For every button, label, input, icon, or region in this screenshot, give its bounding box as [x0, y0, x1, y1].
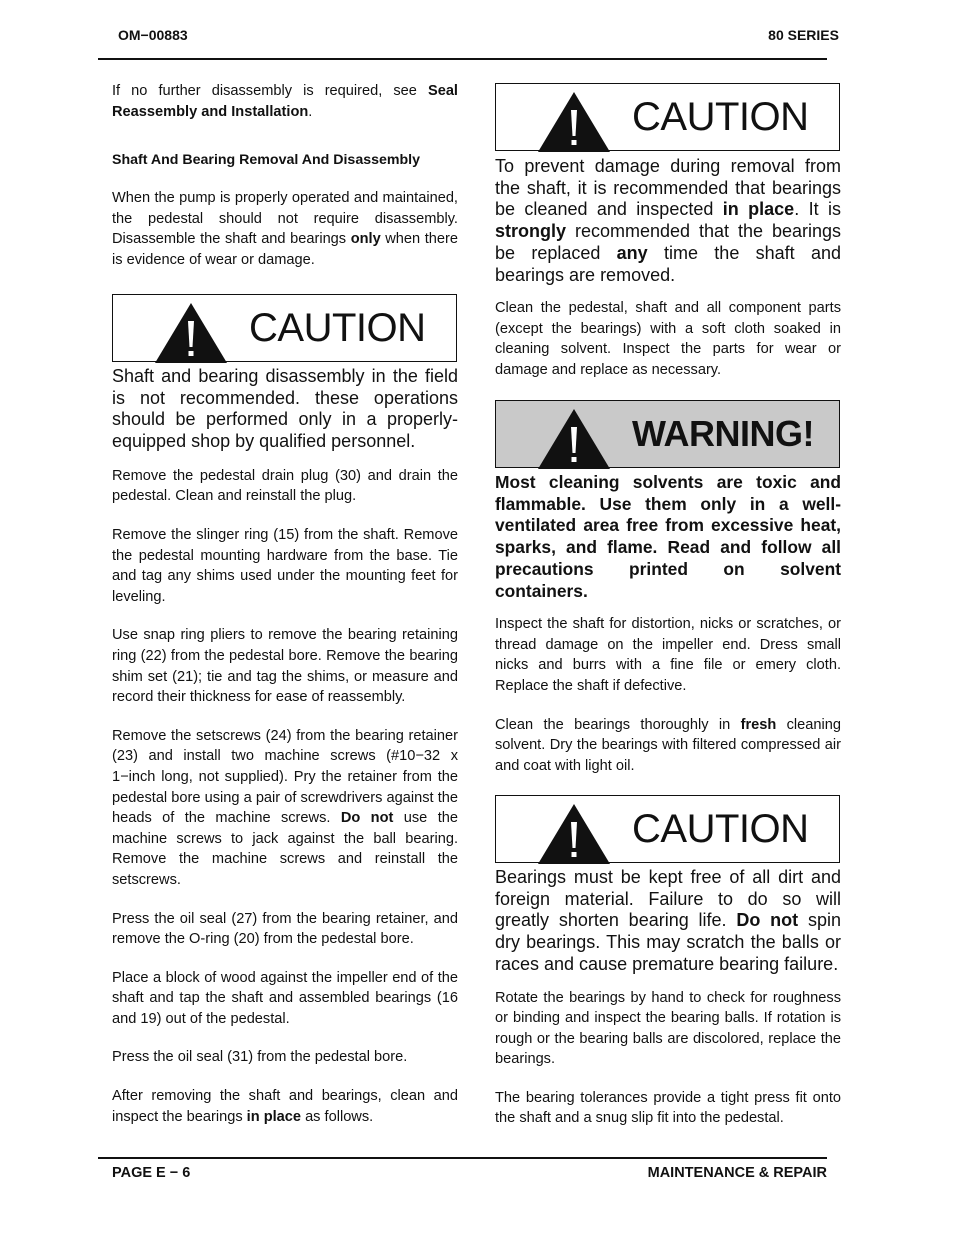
- caution-label: CAUTION: [249, 306, 426, 350]
- paragraph: Rotate the bearings by hand to check for roughness or binding and inspect the bearing balls. If rotation is rough or the bearing balls are discolored, replace the bearings.: [495, 989, 841, 1068]
- caution-text: Bearings must be kept free of all dirt and foreign material. Failure to do so will greatly shorten bearing life. Do not spin dry bearings. This may scratch the balls or races and cause premature bearing failure.: [495, 867, 841, 974]
- paragraph: When the pump is properly operated and maintained, the pedestal should not require disassembly. Disassemble the shaft and bearings only when there is evidence of wear or damage.: [112, 190, 458, 268]
- left-column-lower: [112, 366, 458, 1127]
- paragraph: After removing the shaft and bearings, clean and inspect the bearings in place as follows.: [112, 1088, 458, 1125]
- paragraph: Remove the pedestal drain plug (30) and drain the pedestal. Clean and reinstall the plug.: [112, 467, 458, 505]
- section-title: MAINTENANCE & REPAIR: [647, 1165, 827, 1181]
- caution-label: CAUTION: [632, 95, 809, 139]
- caution-label: CAUTION: [632, 807, 809, 851]
- caution-text: Shaft and bearing disassembly in the field is not recommended. these operations should be performed only in a properly-equipped shop by qualified personnel.: [112, 366, 458, 452]
- paragraph: The bearing tolerances provide a tight press fit onto the shaft and a snug slip fit into the pedestal.: [495, 1089, 841, 1127]
- paragraph: If no further disassembly is required, see Seal Reassembly and Installation.: [112, 83, 458, 120]
- paragraph: Remove the slinger ring (15) from the shaft. Remove the pedestal mounting hardware from the base. Tie and tag any shims used under the mounting feet for leveling.: [112, 527, 458, 605]
- warning-label: WARNING!: [632, 413, 814, 454]
- left-column: [112, 81, 458, 271]
- caution-triangle-icon: [536, 90, 612, 152]
- paragraph: Clean the pedestal, shaft and all component parts (except the bearings) with a soft cloth soaked in cleaning solvent. Inspect the parts for wear or damage and replace as necessary.: [495, 300, 841, 378]
- footer-rule: [98, 1157, 827, 1159]
- caution-triangle-icon: [536, 802, 612, 864]
- section-subheading: Shaft And Bearing Removal And Disassembly: [112, 152, 420, 169]
- caution-text: To prevent damage during removal from the shaft, it is recommended that bearings be cleaned and inspected in place. It is strongly recommended that the bearings be replaced any time the shaft and bearings are removed.: [495, 156, 842, 285]
- paragraph: Inspect the shaft for distortion, nicks or scratches, or thread damage on the impeller end. Dress small nicks and burrs with a fine file or emery cloth. Replace the shaft if defective.: [495, 616, 841, 694]
- paragraph: Press the oil seal (31) from the pedestal bore.: [112, 1049, 408, 1066]
- caution-box: [495, 83, 840, 151]
- caution-triangle-icon: [153, 301, 229, 363]
- paragraph: Remove the setscrews (24) from the bearing retainer (23) and install two machine screws (#10−32 x 1−inch long, not supplied). Pry the retainer from the pedestal bore using a pair of screwdrivers against the heads of the machine screws. Do not use the machine screws to jack against the ball bearing. Remove the machine screws and reinstall the setscrews.: [112, 727, 458, 888]
- page-number: PAGE E − 6: [112, 1165, 191, 1181]
- caution-box: [495, 795, 840, 863]
- series-label: 80 SERIES: [768, 27, 839, 43]
- header-rule: [98, 58, 827, 60]
- warning-box: [495, 400, 840, 468]
- paragraph: Press the oil seal (27) from the bearing retainer, and remove the O-ring (20) from the pedestal bore.: [112, 910, 458, 948]
- right-column-upper: [495, 156, 841, 381]
- warning-triangle-icon: [536, 407, 612, 469]
- warning-text: Most cleaning solvents are toxic and flammable. Use them only in a well-ventilated area free from excessive heat, sparks, and flame. Read and follow all precautions printed on solvent containers.: [495, 472, 841, 601]
- right-column-middle: [495, 472, 841, 776]
- paragraph: Use snap ring pliers to remove the bearing retaining ring (22) from the pedestal bore. Remove the bearing shim set (21); tie and tag the shims, or measure and record their thickness for ease of reassembly.: [112, 627, 458, 706]
- paragraph: Clean the bearings thoroughly in fresh cleaning solvent. Dry the bearings with filtered compressed air and coat with light oil.: [495, 716, 841, 774]
- right-column-lower: [495, 867, 841, 1129]
- paragraph: Place a block of wood against the impeller end of the shaft and tap the shaft and assembled bearings (16 and 19) out of the pedestal.: [112, 969, 458, 1027]
- caution-box: [112, 294, 457, 362]
- document-id: OM−00883: [118, 27, 188, 43]
